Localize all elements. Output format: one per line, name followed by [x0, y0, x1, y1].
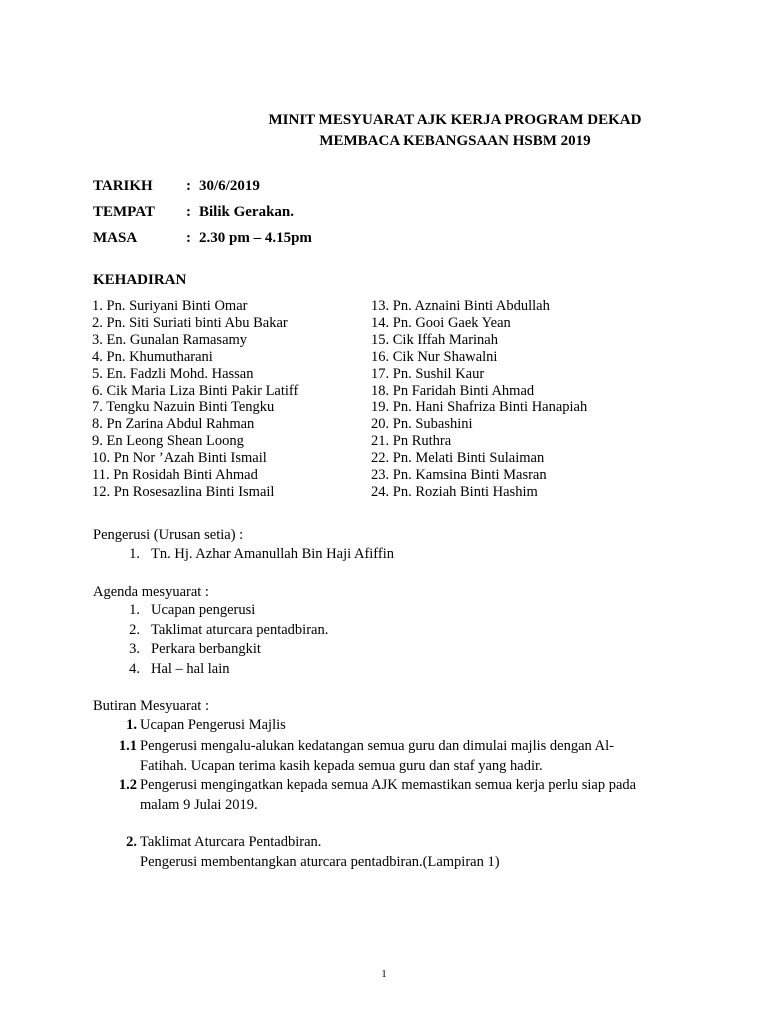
list-item: 8. Pn Zarina Abdul Rahman	[92, 416, 255, 433]
title-line-2: MEMBACA KEBANGSAAN HSBM 2019	[319, 133, 591, 149]
detail-line: Pengerusi mengingatkan kepada semua AJK memastikan semua kerja perlu siap pada	[140, 777, 637, 793]
list-item: 23. Pn. Kamsina Binti Masran	[371, 467, 547, 484]
detail-line: Fatihah. Ucapan terima kasih kepada semua guru dan staf yang hadir.	[140, 757, 543, 774]
list-item: 3. En. Gunalan Ramasamy	[92, 331, 248, 348]
list-item: 11. Pn Rosidah Binti Ahmad	[92, 467, 258, 484]
detail-number: 1.1	[118, 738, 137, 754]
detail-text	[140, 776, 693, 815]
meta-value: Bilik Gerakan.	[199, 204, 295, 220]
meta-key: TARIKH	[93, 178, 153, 194]
list-item: 16. Cik Nur Shawalni	[371, 348, 498, 365]
list-item: 14. Pn. Gooi Gaek Yean	[371, 314, 511, 331]
agenda-label: Agenda mesyuarat :	[93, 584, 209, 600]
list-item: 9. En Leong Shean Loong	[92, 433, 244, 450]
attendance-list-right	[371, 298, 587, 501]
list-number: 1.	[129, 546, 140, 562]
detail-line: malam 9 Julai 2019.	[140, 796, 258, 813]
list-item	[93, 621, 328, 641]
list-item	[93, 601, 328, 621]
list-number: 3.	[129, 641, 140, 658]
agenda-list	[93, 601, 328, 679]
title-line-1: MINIT MESYUARAT AJK KERJA PROGRAM DEKAD	[268, 112, 642, 128]
list-item: 6. Cik Maria Liza Binti Pakir Latiff	[92, 382, 299, 399]
detail-number: 1.	[126, 717, 137, 733]
detail-number: 1.2	[118, 777, 137, 793]
meta-date	[93, 176, 260, 196]
list-text: Hal – hal lain	[151, 660, 230, 677]
list-text: Perkara berbangkit	[151, 641, 261, 658]
detail-text	[140, 716, 693, 736]
list-text: Ucapan pengerusi	[151, 602, 256, 618]
list-number: 4.	[129, 660, 140, 677]
detail-item	[93, 776, 693, 815]
list-item: 2. Pn. Siti Suriati binti Abu Bakar	[92, 314, 288, 331]
list-item: 18. Pn Faridah Binti Ahmad	[371, 382, 535, 399]
meta-key: MASA	[93, 230, 138, 246]
list-item: 22. Pn. Melati Binti Sulaiman	[371, 450, 545, 467]
detail-item	[93, 716, 693, 736]
list-item: 15. Cik Iffah Marinah	[371, 331, 498, 348]
meta-colon: :	[186, 230, 191, 246]
list-item: 12. Pn Rosesazlina Binti Ismail	[92, 483, 275, 500]
attendance-heading: KEHADIRAN	[93, 272, 187, 288]
meta-colon: :	[186, 178, 191, 194]
list-text: Tn. Hj. Azhar Amanullah Bin Haji Afiffin	[151, 546, 394, 562]
detail-item	[93, 833, 693, 872]
detail-line: Taklimat Aturcara Pentadbiran.	[140, 834, 322, 850]
list-item: 20. Pn. Subashini	[371, 416, 473, 433]
detail-text	[140, 737, 693, 776]
list-item: 13. Pn. Aznaini Binti Abdullah	[371, 298, 550, 314]
list-number: 2.	[129, 621, 140, 638]
list-number: 1.	[129, 602, 140, 618]
list-item: 17. Pn. Sushil Kaur	[371, 365, 485, 382]
list-item: 24. Pn. Roziah Binti Hashim	[371, 483, 538, 500]
list-text: Taklimat aturcara pentadbiran.	[151, 621, 329, 638]
list-item	[93, 545, 394, 565]
chair-label: Pengerusi (Urusan setia) :	[93, 527, 244, 543]
detail-number: 2.	[126, 834, 137, 850]
list-item	[93, 660, 328, 680]
list-item: 21. Pn Ruthra	[371, 433, 452, 450]
attendance-list-left	[92, 298, 298, 501]
details-label: Butiran Mesyuarat :	[93, 698, 209, 714]
meta-value: 2.30 pm – 4.15pm	[199, 230, 312, 246]
meta-value: 30/6/2019	[199, 178, 260, 194]
meta-place	[93, 202, 294, 222]
chair-list	[93, 545, 394, 565]
document-title	[140, 110, 768, 152]
list-item: 5. En. Fadzli Mohd. Hassan	[92, 365, 254, 382]
page-number: 1	[381, 968, 387, 980]
list-item: 1. Pn. Suriyani Binti Omar	[92, 298, 248, 314]
detail-line: Ucapan Pengerusi Majlis	[140, 717, 286, 733]
list-item	[93, 640, 328, 660]
meta-colon: :	[186, 204, 191, 220]
detail-text	[140, 833, 693, 872]
list-item: 19. Pn. Hani Shafriza Binti Hanapiah	[371, 399, 588, 416]
detail-line: Pengerusi mengalu-alukan kedatangan semua guru dan dimulai majlis dengan Al-	[140, 738, 614, 754]
detail-item	[93, 737, 693, 776]
meta-key: TEMPAT	[93, 204, 155, 220]
detail-line: Pengerusi membentangkan aturcara pentadbiran.(Lampiran 1)	[140, 853, 500, 870]
list-item: 7. Tengku Nazuin Binti Tengku	[92, 399, 275, 416]
meta-time	[93, 228, 312, 248]
list-item: 4. Pn. Khumutharani	[92, 348, 213, 365]
list-item: 10. Pn Nor ’Azah Binti Ismail	[92, 450, 267, 467]
